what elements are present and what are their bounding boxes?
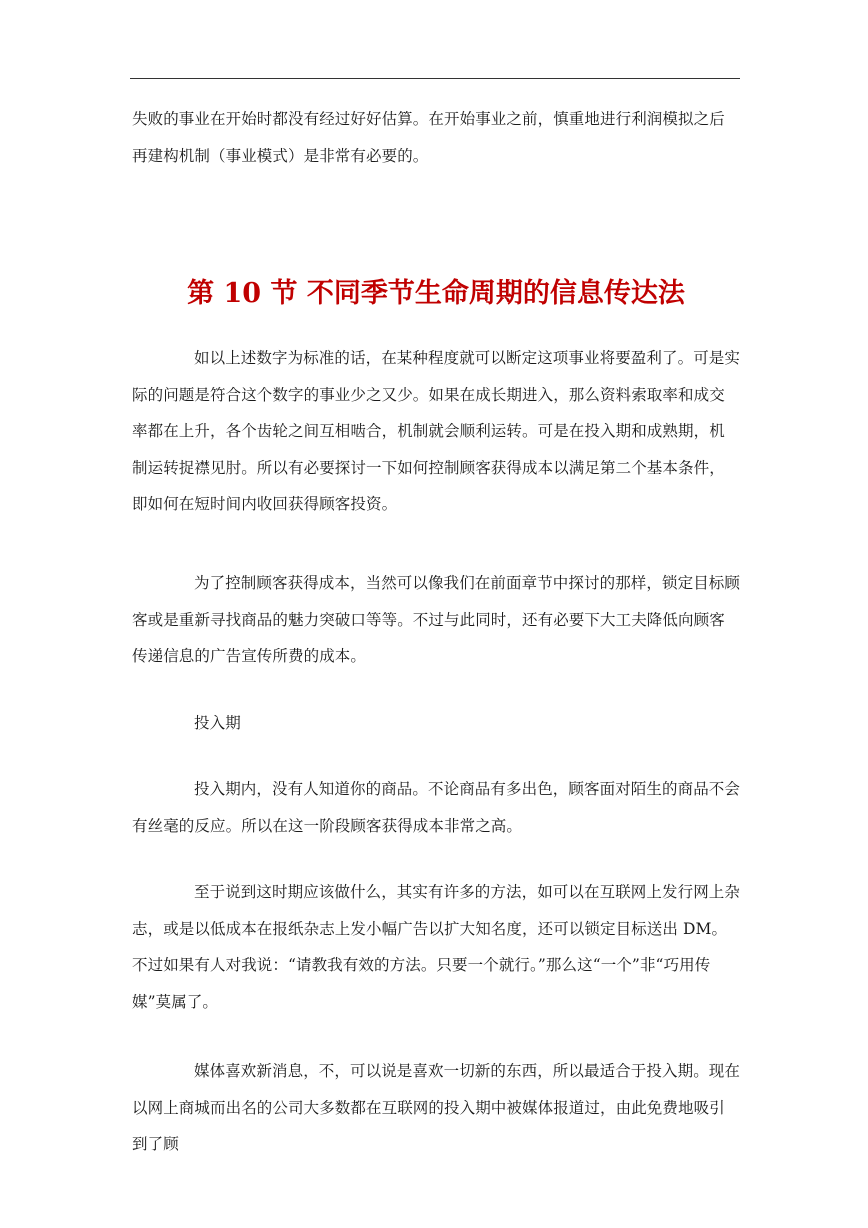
body-paragraph-2: 为了控制顾客获得成本，当然可以像我们在前面章节中探讨的那样，锁定目标顾客或是重新寻找商品的魅力突破口等等。不过与此同时，还有必要下大工夫降低向顾客传递信息的广告宣传所费的成本。 (132, 574, 741, 665)
body-paragraph-4: 至于说到这时期应该做什么，其实有许多的方法，如可以在互联网上发行网上杂志，或是以低成本在报纸杂志上发小幅广告以扩大知名度，还可以锁定目标送出 DM。不过如果有人对我说：“请教我有效的方法。只要一个就行。”那么这“一个”非“巧用传媒”莫属了。 (132, 883, 741, 1011)
intro-paragraph: 失败的事业在开始时都没有经过好好估算。在开始事业之前，慎重地进行利润模拟之后再建构机制（事业模式）是非常有必要的。 (132, 110, 725, 165)
section-heading: 第 10 节 不同季节生命周期的信息传达法 (187, 278, 685, 309)
header-rule (130, 78, 740, 79)
body-paragraph-1: 如以上述数字为标准的话，在某种程度就可以断定这项事业将要盈利了。可是实际的问题是符合这个数字的事业少之又少。如果在成长期进入，那么资料索取率和成交率都在上升，各个齿轮之间互相啮合，机制就会顺利运转。可是在投入期和成熟期，机制运转捉襟见肘。所以有必要探讨一下如何控制顾客获得成本以满足第二个基本条件，即如何在短时间内收回获得顾客投资。 (132, 349, 741, 513)
subheading-intro-period: 投入期 (194, 714, 241, 732)
body-paragraph-3: 投入期内，没有人知道你的商品。不论商品有多出色，顾客面对陌生的商品不会有丝毫的反应。所以在这一阶段顾客获得成本非常之高。 (132, 780, 741, 835)
body-paragraph-5: 媒体喜欢新消息，不，可以说是喜欢一切新的东西，所以最适合于投入期。现在以网上商城而出名的公司大多数都在互联网的投入期中被媒体报道过，由此免费地吸引到了顾 (132, 1062, 741, 1153)
